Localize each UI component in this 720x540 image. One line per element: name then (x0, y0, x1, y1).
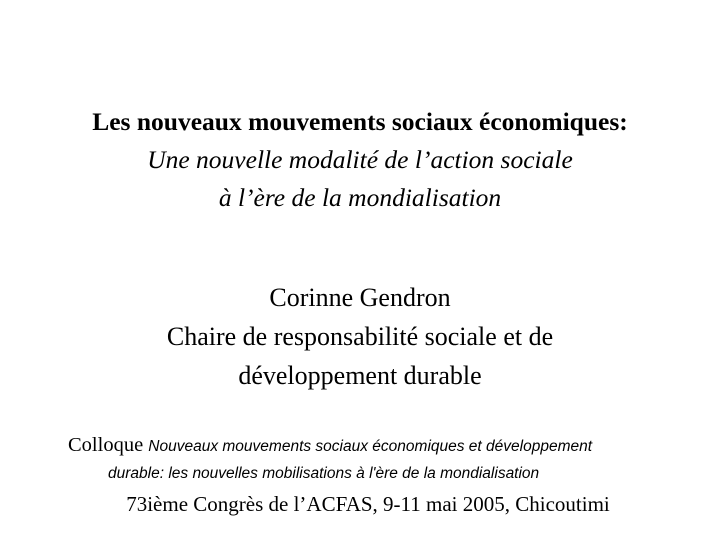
author-affiliation-line-2: développement durable (238, 361, 482, 390)
colloque-label: Colloque (68, 434, 144, 456)
slide-subtitle-line-1: Une nouvelle modalité de l’action sociale (147, 145, 573, 174)
congres-info: 73ième Congrès de l’ACFAS, 9-11 mai 2005, Chicoutimi (126, 492, 610, 516)
slide-subtitle-line-2: à l’ère de la mondialisation (218, 183, 502, 212)
colloque-line (68, 434, 708, 457)
colloque-title-line-2: durable: les nouvelles mobilisations à l'ère de la mondialisation (108, 465, 540, 482)
slide-title: Les nouveaux mouvements sociaux économiques: (92, 107, 628, 136)
author-affiliation-line-1: Chaire de responsabilité sociale et de (166, 322, 554, 351)
author-name: Corinne Gendron (269, 283, 451, 312)
colloque-title-line-1: Nouveaux mouvements sociaux économiques et développement (148, 438, 593, 455)
